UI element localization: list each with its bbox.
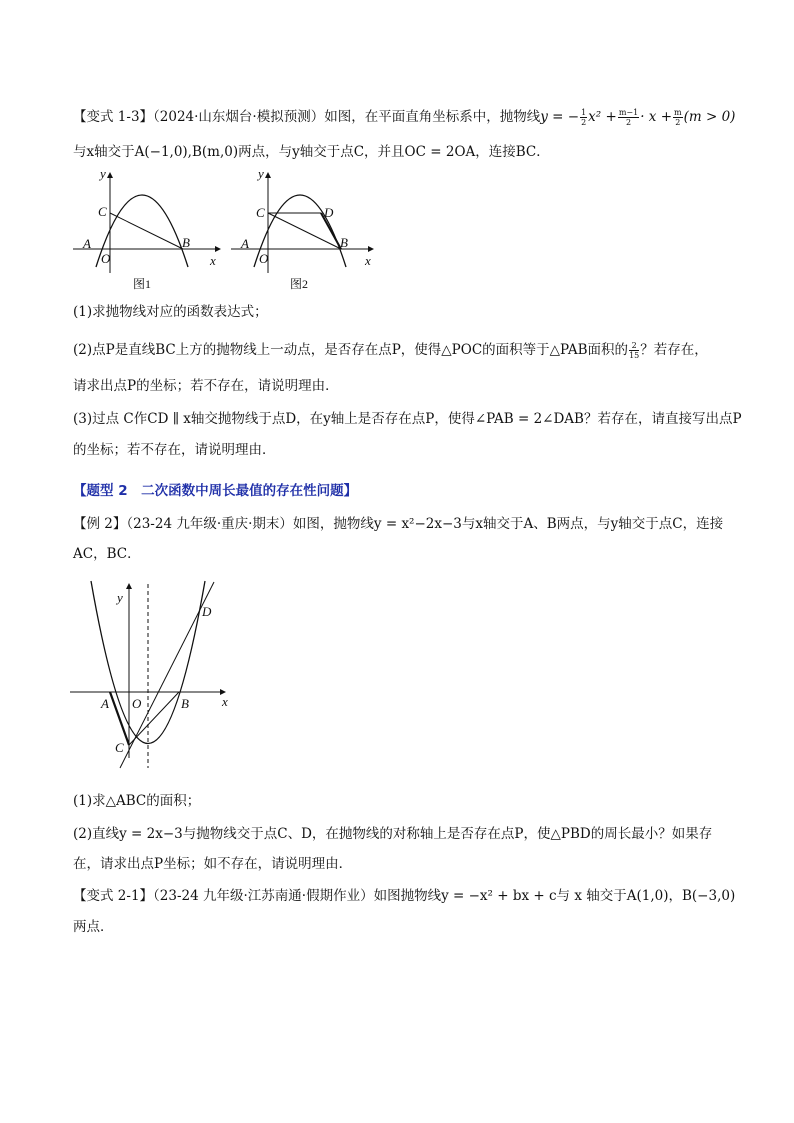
label-x: x xyxy=(365,253,371,268)
label-o: O xyxy=(101,251,111,266)
y-axis-arrow xyxy=(107,172,113,178)
fraction: $\frac{1}{2}$ xyxy=(581,108,587,127)
label-x: x xyxy=(222,694,228,709)
label-o: O xyxy=(259,251,269,266)
label-a: A xyxy=(241,236,249,251)
figure-2 xyxy=(228,166,378,295)
variant-2-1-line-1: 【变式 2-1】（23-24 九年级·江苏南通·假期作业）如图抛物线y = −x² + bx + c与 x 轴交于A(1,0)，B(−3,0) xyxy=(73,888,736,904)
example-2-question-2: (2)直线y = 2x−3与抛物线交于点C、D，在抛物线的对称轴上是否存在点P，使△PBD的周长最小？如果存 xyxy=(73,826,713,842)
x-axis-arrow xyxy=(215,246,221,252)
y-axis-arrow xyxy=(265,172,271,178)
variant-1-3-question-2: (2)点P是直线BC上方的抛物线上一动点，是否存在点P，使得△POC的面积等于△PAB面积的 $\frac{2}{15}$ ？若存在， xyxy=(73,341,708,360)
label-y: y xyxy=(258,166,264,181)
x-axis-arrow xyxy=(368,246,374,252)
fraction: $\frac{m-1}{2}$ xyxy=(618,108,639,127)
y-axis-arrow xyxy=(126,583,132,589)
formula-part: y = − xyxy=(540,109,580,125)
fraction: $\frac{2}{15}$ xyxy=(629,341,640,360)
label-y: y xyxy=(117,590,123,605)
example-2-question-1: (1)求△ABC的面积； xyxy=(73,793,201,809)
variant-1-3-question-3-cont: 的坐标；若不存在，请说明理由． xyxy=(73,442,276,458)
label-b: B xyxy=(181,696,189,711)
variant-1-3-question-2-cont: 请求出点P的坐标；若不存在，请说明理由． xyxy=(73,378,339,394)
label-c: C xyxy=(98,204,107,219)
label-d: D xyxy=(324,205,334,220)
example-2-line-2: AC，BC． xyxy=(73,546,141,562)
label-c: C xyxy=(115,740,124,755)
figure-1 xyxy=(70,166,220,295)
segment-bc xyxy=(110,213,183,249)
formula-part: · x + xyxy=(640,109,673,125)
label-x: x xyxy=(210,253,216,268)
variant-2-1-line-2: 两点． xyxy=(73,919,114,935)
label-a: A xyxy=(83,236,91,251)
topic-2-heading: 【题型 2 二次函数中周长最值的存在性问题】 xyxy=(73,483,358,499)
figure-1-caption: 图1 xyxy=(133,277,152,291)
label-c: C xyxy=(256,205,265,220)
label-a: A xyxy=(101,696,109,711)
label-o: O xyxy=(132,696,142,711)
variant-1-3-line-1 xyxy=(73,107,736,127)
label-d: D xyxy=(202,604,212,619)
variant-1-3-intro: 【变式 1-3】（2024·山东烟台·模拟预测）如图，在平面直角坐标系中，抛物线 xyxy=(73,109,541,125)
fraction: $\frac{m}{2}$ xyxy=(674,108,682,127)
figure-3 xyxy=(70,578,240,773)
formula-part: (m > 0) xyxy=(683,109,736,125)
label-b: B xyxy=(340,235,348,250)
label-y: y xyxy=(100,166,106,181)
example-2-line-1: 【例 2】（23-24 九年级·重庆·期末）如图，抛物线y = x²−2x−3与x轴交于A、B两点，与y轴交于点C，连接 xyxy=(73,516,724,532)
label-b: B xyxy=(182,235,190,250)
variant-1-3-question-3: (3)过点 C作CD ∥ x轴交抛物线于点D，在y轴上是否存在点P，使得∠PAB = 2∠DAB？若存在，请直接写出点P xyxy=(73,411,742,427)
variant-1-3-line-2: 与x轴交于A(−1,0),B(m,0)两点，与y轴交于点C，并且OC = 2OA，连接BC． xyxy=(73,144,550,160)
figure-2-caption: 图2 xyxy=(290,277,309,291)
variant-1-3-question-1: (1)求抛物线对应的函数表达式； xyxy=(73,304,268,320)
formula-part: x² + xyxy=(588,109,617,125)
example-2-question-2-cont: 在，请求出点P坐标；如不存在，请说明理由． xyxy=(73,856,353,872)
